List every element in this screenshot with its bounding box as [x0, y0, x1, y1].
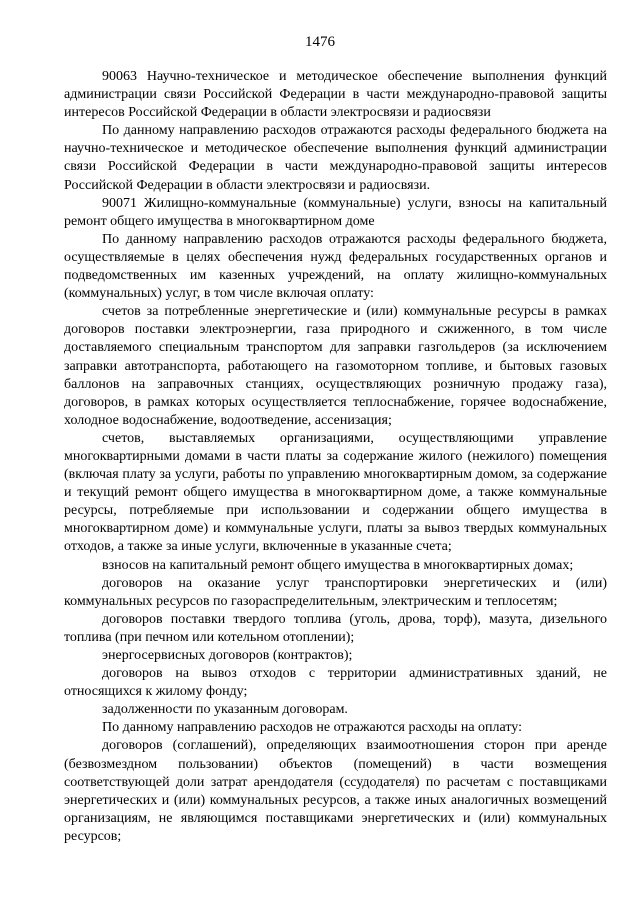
document-body — [64, 68, 607, 846]
paragraph: договоров на оказание услуг транспортировки энергетических и (или) коммунальных ресурсов по газораспределительным, электрическим и теплосетям; — [64, 575, 607, 609]
paragraph: энергосервисных договоров (контрактов); — [102, 648, 353, 663]
paragraph-90071-heading: 90071 Жилищно-коммунальные (коммунальные) услуги, взносы на капитальный ремонт общего имущества в многоквартирном доме — [64, 195, 607, 229]
paragraph: договоров на вывоз отходов с территории административных зданий, не относящихся к жилому фонду; — [64, 666, 607, 700]
paragraph: По данному направлению расходов отражаются расходы федерального бюджета, осуществляемые в целях обеспечения нужд федеральных государственных органов и подведомственных им казенных учреждений, на оплату жилищно-коммунальных (коммунальных) услуг, в том числе включая оплату: — [64, 231, 607, 302]
page-number: 1476 — [305, 34, 335, 50]
paragraph: По данному направлению расходов не отражаются расходы на оплату: — [102, 720, 522, 736]
paragraph: договоров (соглашений), определяющих взаимоотношения сторон при аренде (безвозмездном пользовании) объектов (помещений) в части возмещения соответствующей доли затрат арендодателя (ссудодателя) по расчетам с поставщиками энергетических и (или) коммунальных ресурсов, а также иных аналогичных возмещений организациям, не являющимся поставщиками энергетических и (или) коммунальных ресурсов; — [64, 738, 607, 844]
paragraph: задолженности по указанным договорам. — [102, 702, 348, 718]
paragraph-90063-heading: 90063 Научно-техническое и методическое обеспечение выполнения функций администрации связи Российской Федерации в части международно-правовой защиты интересов Российской Федерации в области электросвязи и радиосвязи — [64, 69, 607, 121]
paragraph: взносов на капитальный ремонт общего имущества в многоквартирных домах; — [102, 557, 574, 573]
paragraph: счетов, выставляемых организациями, осуществляющими управление многоквартирными домами в части платы за содержание жилого (нежилого) помещения (включая плату за услуги, работы по управлению многоквартирным домом, за содержание и текущий ремонт общего имущества в многоквартирном доме, а также коммунальные ресурсы, потребляемые при использовании и содержании общего имущества в многоквартирном доме) и коммунальные услуги, платы за вывоз твердых коммунальных отходов, а также за иные услуги, включенные в указанные счета; — [64, 430, 607, 555]
paragraph: По данному направлению расходов отражаются расходы федерального бюджета на научно-техническое и методическое обеспечение выполнения функций администрации связи Российской Федерации в части международно-правовой защиты интересов Российской Федерации в области электросвязи и радиосвязи. — [64, 123, 607, 193]
paragraph: счетов за потребленные энергетические и (или) коммунальные ресурсы в рамках договоров поставки электроэнергии, газа природного и сжиженного, в том числе доставляемого специальным транспортом для заправки газгольдеров (за исключением заправки автотранспорта, работающего на газомоторном топливе, и бытовых газовых баллонов на заправочных станциях, осуществляющих розничную продажу газа), договоров, в рамках которых осуществляется теплоснабжение, горячее водоснабжение, холодное водоснабжение, водоотведение, ассенизация; — [64, 304, 607, 428]
paragraph: договоров поставки твердого топлива (уголь, дрова, торф), мазута, дизельного топлива (при печном или котельном отоплении); — [64, 611, 607, 645]
